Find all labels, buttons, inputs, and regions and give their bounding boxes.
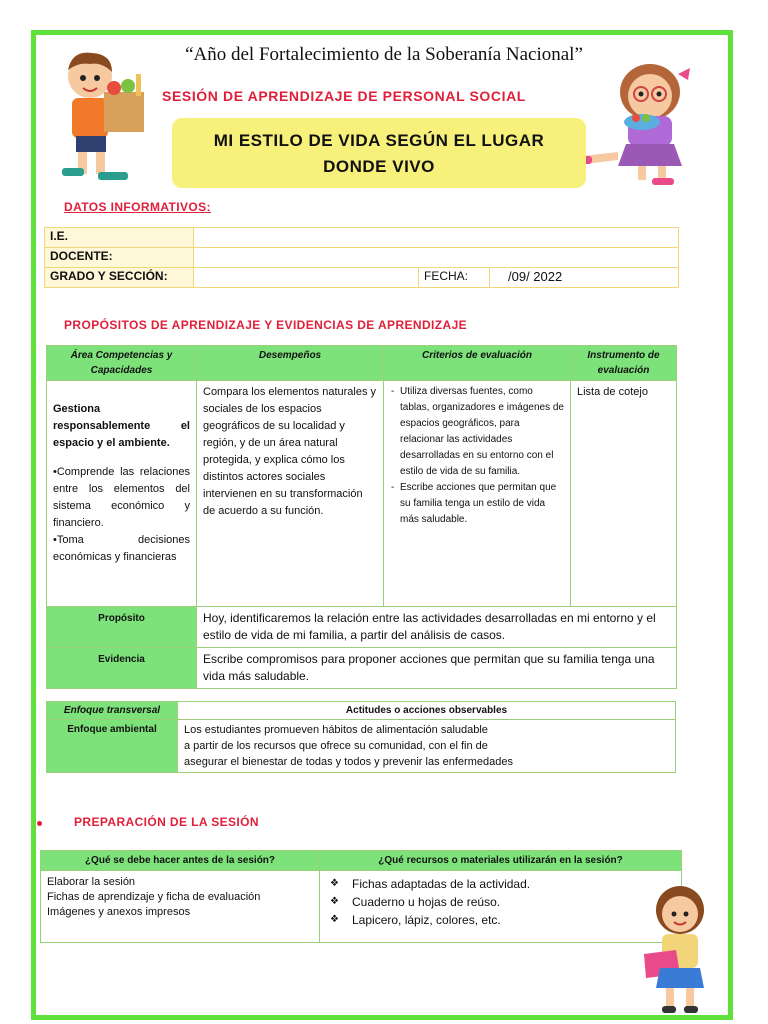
actitud-line2: a partir de los recursos que ofrece su comunidad, con el fin de	[184, 740, 488, 752]
recurso-item: ❖ Lapicero, lápiz, colores, etc.	[352, 911, 675, 929]
enfoque-ambiental-text	[178, 720, 676, 773]
docente-label: DOCENTE:	[45, 248, 194, 268]
year-title: “Año del Fortalecimiento de la Soberanía Nacional”	[185, 44, 583, 65]
propositos-heading: PROPÓSITOS DE APRENDIZAJE Y EVIDENCIAS DE APRENDIZAJE	[64, 318, 468, 332]
propositos-table	[46, 345, 677, 689]
fecha-value: /09/ 2022	[490, 268, 679, 288]
criterio-1: - Utiliza diversas fuentes, como tablas, organizadores e imágenes de espacios geográficos, para relacionar las actividades desarrolladas en su entorno con el estilo de vida de su familia.	[400, 384, 564, 480]
competencia-text: Gestiona responsablemente el espacio y el ambiente.	[53, 403, 190, 449]
grado-value[interactable]	[194, 268, 419, 288]
proposito-text: Hoy, identificaremos la relación entre las actividades desarrolladas en mi entorno y el estilo de vida de mi familia, a partir del análisis de casos.	[197, 607, 677, 648]
col-instrumento: Instrumento de evaluación	[571, 346, 677, 381]
recurso-item: ❖ Cuaderno u hojas de reúso.	[352, 893, 675, 911]
actitud-line3: asegurar el bienestar de todas y todos y prevenir las enfermedades	[184, 756, 513, 768]
ie-label: I.E.	[45, 228, 194, 248]
fecha-label: FECHA:	[419, 268, 490, 288]
col-antes: ¿Qué se debe hacer antes de la sesión?	[41, 851, 320, 871]
evidencia-label: Evidencia	[47, 648, 197, 689]
docente-value[interactable]	[194, 248, 679, 268]
antes-item: Fichas de aprendizaje y ficha de evaluación	[47, 891, 261, 903]
capacidad-1: •Comprende las relaciones entre los elementos del sistema económico y financiero.	[53, 466, 190, 529]
criterios-cell	[384, 381, 571, 607]
instrumento-text: Lista de cotejo	[571, 381, 677, 607]
antes-cell	[41, 871, 320, 943]
grado-label: GRADO Y SECCIÓN:	[45, 268, 194, 288]
recursos-cell	[320, 871, 682, 943]
session-type-heading: SESIÓN DE APRENDIZAJE DE PERSONAL SOCIAL	[162, 88, 526, 104]
antes-item: Imágenes y anexos impresos	[47, 906, 191, 918]
actitud-line1: Los estudiantes promueven hábitos de alimentación saludable	[184, 724, 488, 736]
col-criterios: Criterios de evaluación	[384, 346, 571, 381]
boy-with-groceries-illustration	[52, 48, 164, 188]
datos-table	[44, 227, 679, 288]
col-area: Área Competencias y Capacidades	[47, 346, 197, 381]
area-cell	[47, 381, 197, 607]
preparacion-table	[40, 850, 682, 943]
col-recursos: ¿Qué recursos o materiales utilizarán en la sesión?	[320, 851, 682, 871]
girl-eating-salad-illustration	[578, 56, 718, 188]
col-actitudes: Actitudes o acciones observables	[178, 702, 676, 720]
enfoque-ambiental-label: Enfoque ambiental	[47, 720, 178, 773]
datos-heading: DATOS INFORMATIVOS:	[64, 200, 211, 214]
evidencia-text: Escribe compromisos para proponer acciones que permitan que su familia tenga una vida más saludable.	[197, 648, 677, 689]
preparacion-heading: PREPARACIÓN DE LA SESIÓN	[74, 815, 259, 829]
col-enfoque: Enfoque transversal	[47, 702, 178, 720]
recurso-item: ❖ Fichas adaptadas de la actividad.	[352, 875, 675, 893]
ie-value[interactable]	[194, 228, 679, 248]
bullet-dot-icon	[37, 821, 42, 826]
col-desempenos: Desempeños	[197, 346, 384, 381]
capacidad-2: •Toma decisiones económicas y financieras	[53, 534, 190, 563]
girl-reading-book-illustration	[636, 884, 720, 1018]
proposito-label: Propósito	[47, 607, 197, 648]
enfoque-table	[46, 701, 676, 773]
session-title-box	[172, 118, 586, 188]
session-title-line2: DONDE VIVO	[323, 157, 435, 176]
criterio-2: - Escribe acciones que permitan que su familia tenga un estilo de vida más saludable.	[400, 480, 564, 528]
antes-item: Elaborar la sesión	[47, 876, 136, 888]
session-title-line1: MI ESTILO DE VIDA SEGÚN EL LUGAR	[213, 131, 545, 150]
desempeno-text: Compara los elementos naturales y sociales de los espacios geográficos de su localidad y región, y de un área natural protegida, y explica cómo los distintos actores sociales intervienen en su transformación de acuerdo a su función.	[197, 381, 384, 607]
